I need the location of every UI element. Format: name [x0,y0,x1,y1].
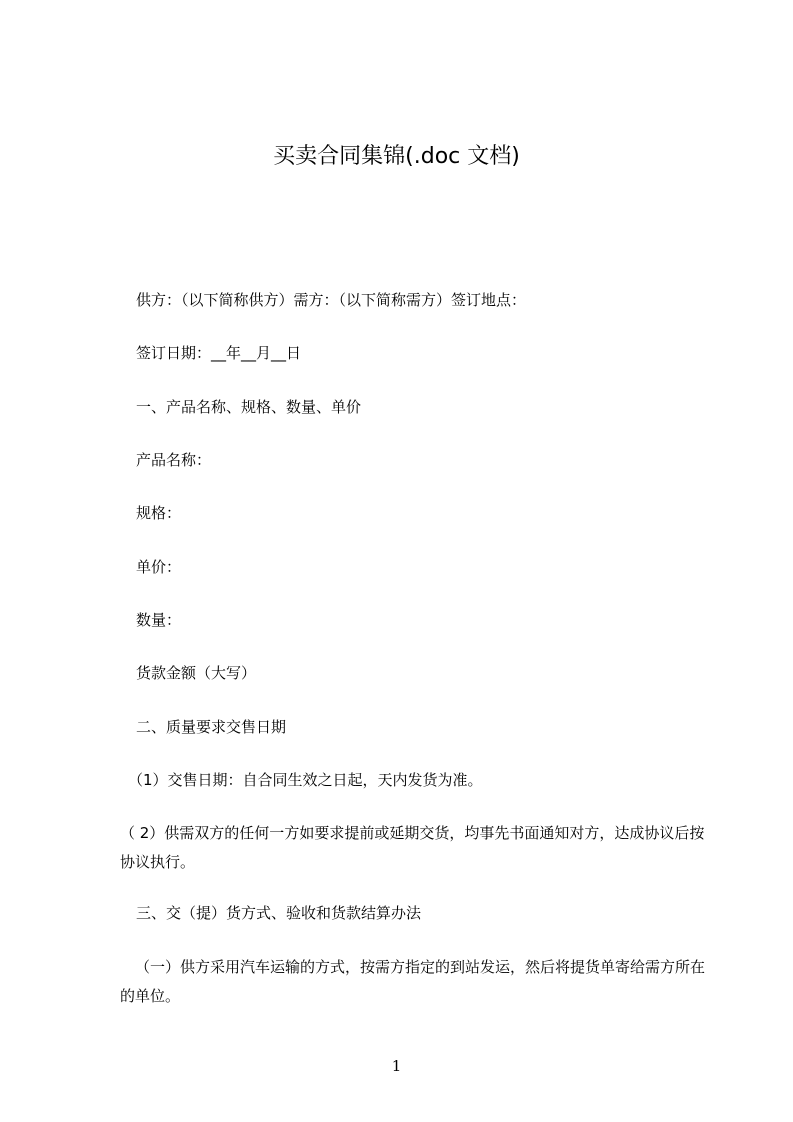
paragraph-unit-price: 单价： [136,558,182,576]
paragraph-transport-method: （一）供方采用汽车运输的方式，按需方指定的到站发运，然后将提货单寄给需方所在的单位。 [120,958,706,1005]
paragraph-delivery-date: （1）交售日期：自合同生效之日起，天内发货为准。 [128,771,483,789]
paragraph-delivery-change: （ 2）供需双方的任何一方如要求提前或延期交货，均事先书面通知对方，达成协议后按协议执行。 [120,824,705,871]
paragraph-parties: 供方：（以下简称供方）需方：（以下简称需方）签订地点： [136,291,527,309]
section-heading-quality: 二、质量要求交售日期 [136,718,287,736]
paragraph-signing-date: 签订日期：__年__月__日 [136,344,302,362]
section-heading-delivery: 三、交（提）货方式、验收和货款结算办法 [136,904,422,922]
paragraph-quantity: 数量： [136,611,182,629]
paragraph-product-name: 产品名称： [136,451,212,469]
section-heading-product: 一、产品名称、规格、数量、单价 [136,398,362,416]
paragraph-specification: 规格： [136,504,182,522]
page-number: 1 [391,1057,402,1075]
paragraph-payment-amount: 货款金额（大写） [136,664,257,682]
document-title: 买卖合同集锦(.doc 文档) [273,144,520,169]
